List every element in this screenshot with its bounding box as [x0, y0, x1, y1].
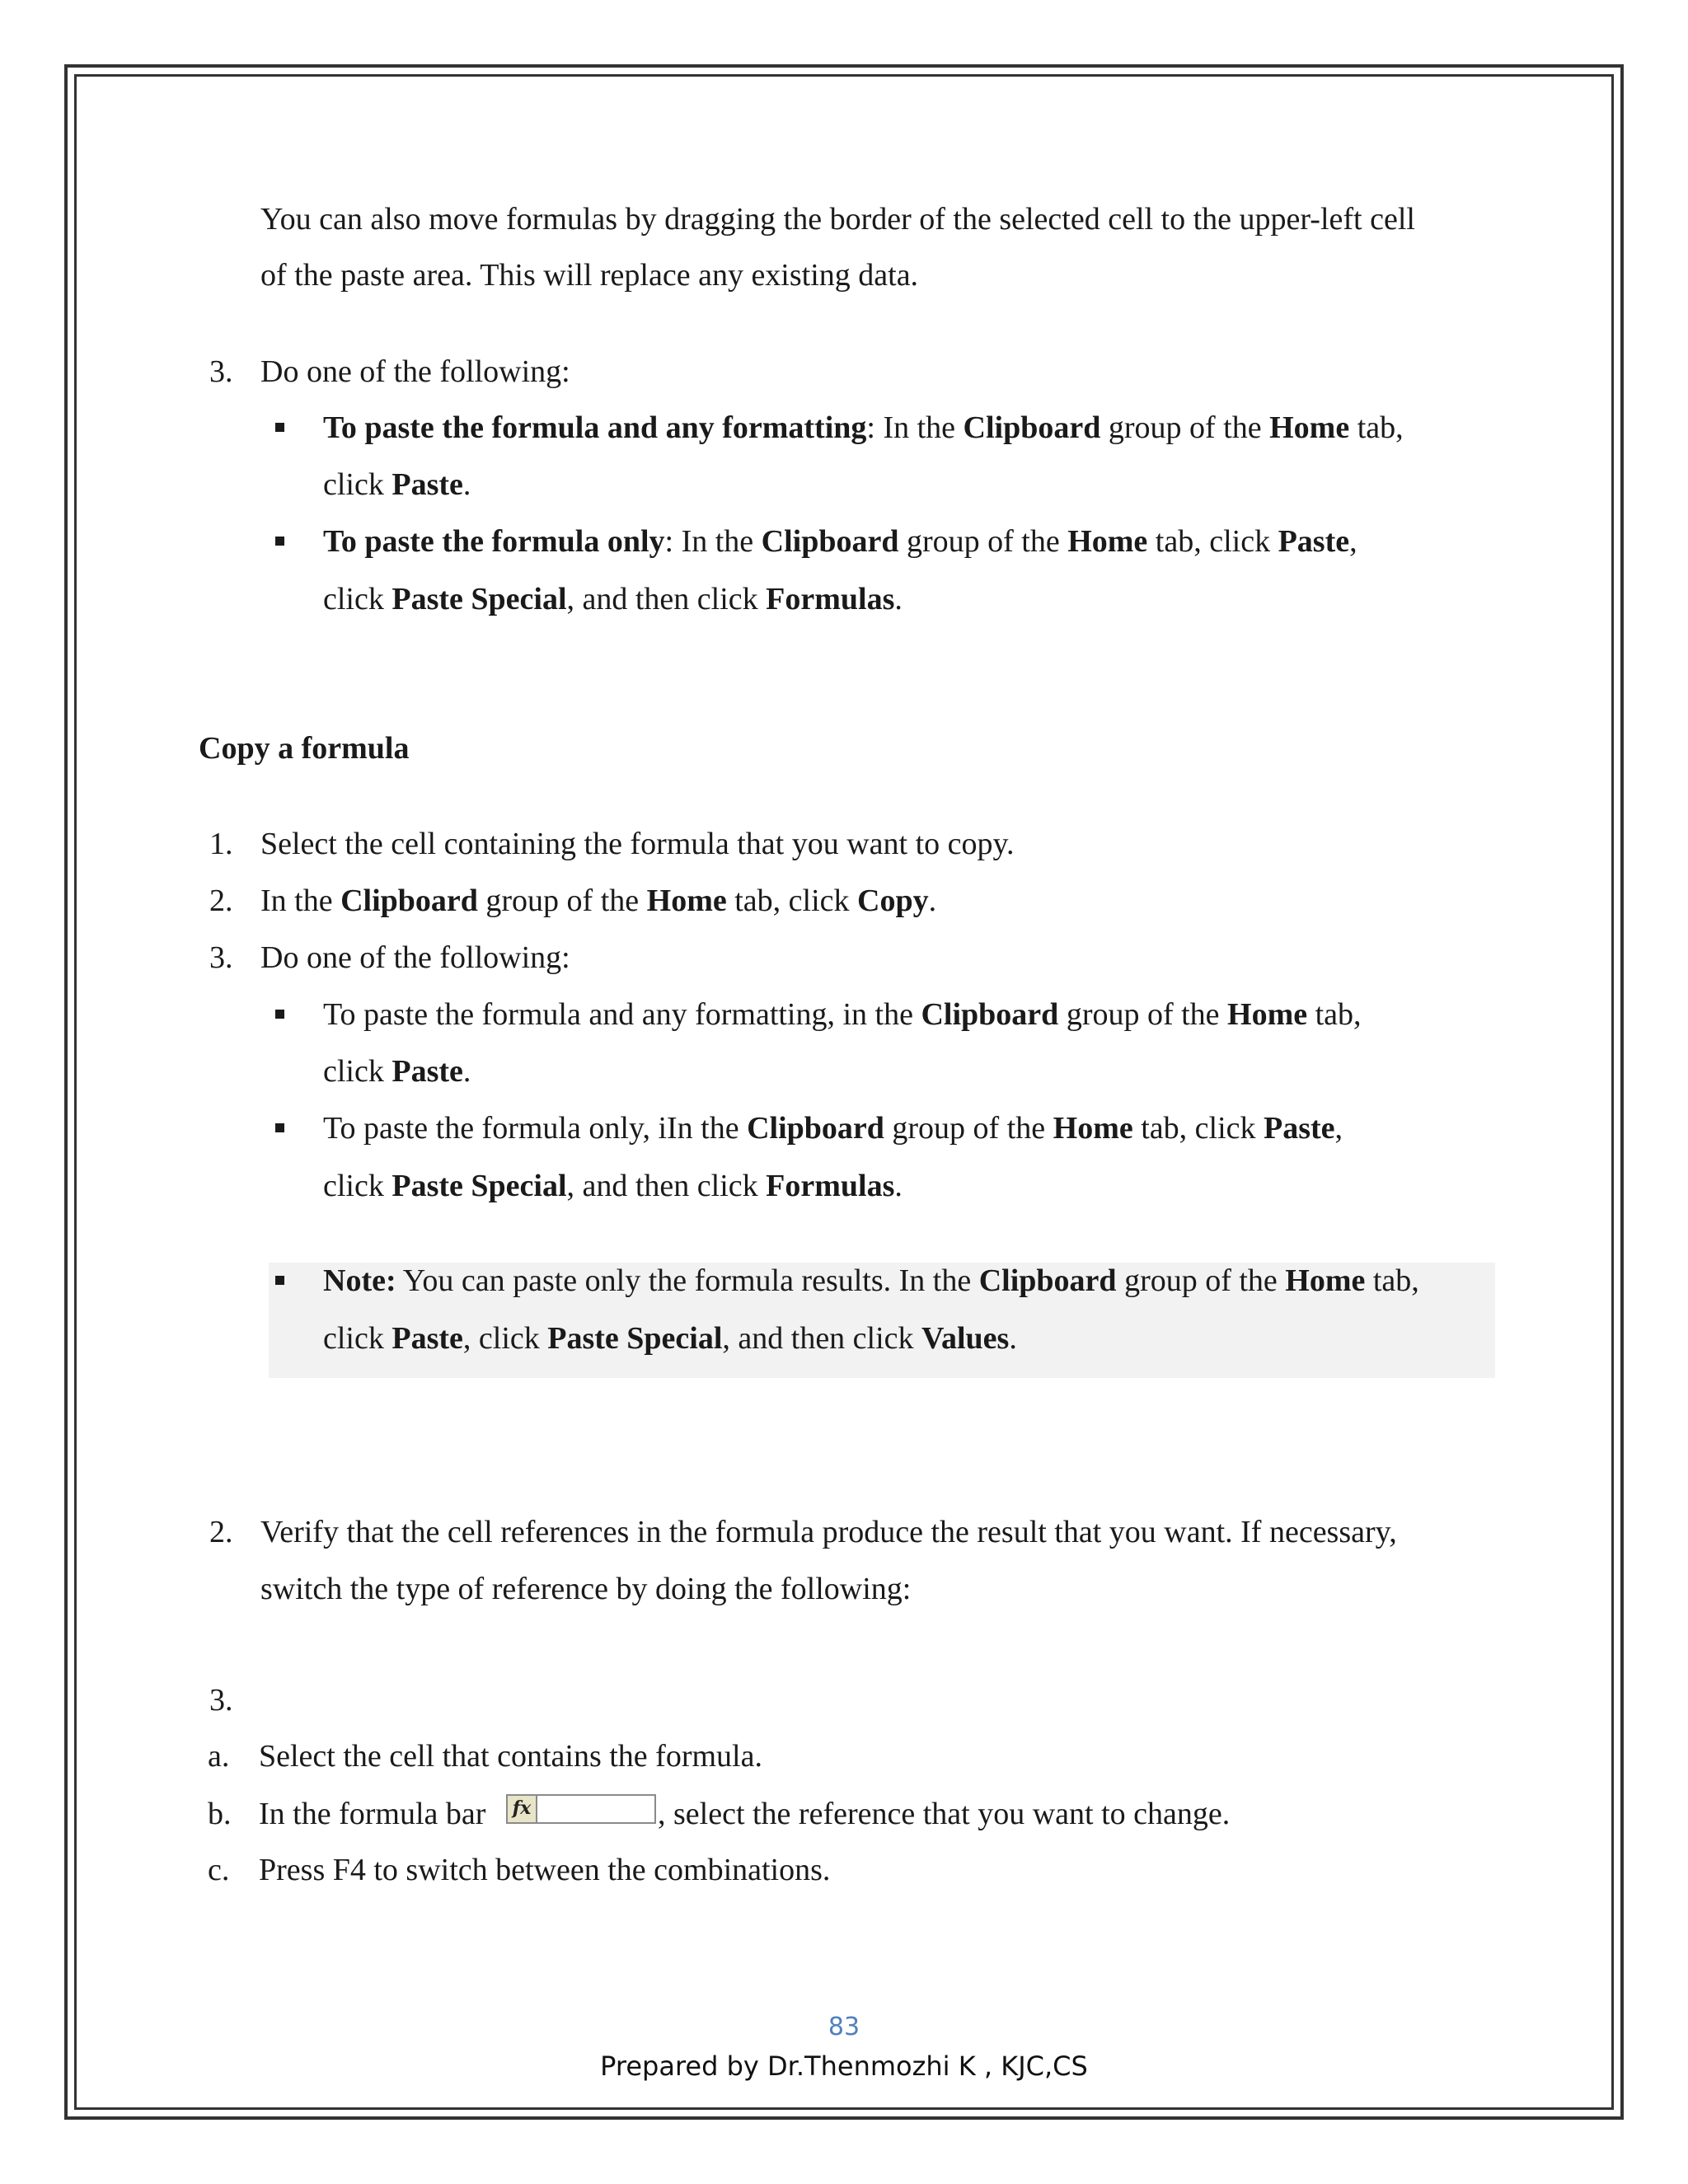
bullet-icon	[275, 537, 284, 546]
copy-step2-text: In the Clipboard group of the Home tab, click Copy.	[260, 883, 937, 918]
copy-step1-text: Select the cell containing the formula that you want to copy.	[260, 827, 1015, 861]
copy-option1-line-2: click Paste.	[323, 1054, 471, 1089]
substep-b-marker: b.	[208, 1797, 232, 1831]
copy-option2-line-1: To paste the formula only, iIn the Clipboard group of the Home tab, click Paste,	[323, 1111, 1343, 1146]
section-heading: Copy a formula	[199, 731, 410, 766]
move-option2-line-2: click Paste Special, and then click Formulas.	[323, 582, 903, 616]
bullet-icon	[275, 423, 284, 432]
copy-option2-line-2: click Paste Special, and then click Formulas.	[323, 1169, 903, 1203]
note-line-1: Note: You can paste only the formula results. In the Clipboard group of the Home tab,	[323, 1263, 1419, 1298]
note-line-2: click Paste, click Paste Special, and then click Values.	[323, 1321, 1017, 1356]
intro-line-1: You can also move formulas by dragging the border of the selected cell to the upper-left cell	[260, 202, 1415, 237]
empty-step-number: 3.	[209, 1683, 233, 1718]
substep-a-marker: a.	[208, 1739, 230, 1774]
move-option2-line-1: To paste the formula only: In the Clipboard group of the Home tab, click Paste,	[323, 524, 1357, 559]
move-step3-number: 3.	[209, 354, 233, 389]
substep-c-text: Press F4 to switch between the combinations.	[259, 1853, 831, 1887]
copy-step2-number: 2.	[209, 883, 233, 918]
move-option1-line-2: click Paste.	[323, 467, 471, 502]
verify-line-2: switch the type of reference by doing the following:	[260, 1572, 912, 1606]
fx-icon: fx	[508, 1796, 537, 1822]
copy-option1-line-1: To paste the formula and any formatting, in the Clipboard group of the Home tab,	[323, 997, 1362, 1032]
bullet-icon	[275, 1276, 284, 1285]
page-number: 83	[828, 2013, 860, 2041]
copy-step1-number: 1.	[209, 827, 233, 861]
copy-step3-text: Do one of the following:	[260, 940, 570, 975]
bullet-icon	[275, 1123, 284, 1132]
substep-a-text: Select the cell that contains the formula.	[259, 1739, 762, 1774]
substep-b-pre: In the formula bar	[259, 1797, 486, 1831]
substep-b-post: , select the reference that you want to change.	[658, 1797, 1231, 1831]
move-step3-text: Do one of the following:	[260, 354, 570, 389]
move-option1-lead: To paste the formula and any formatting	[323, 410, 867, 445]
footer-credit: Prepared by Dr.Thenmozhi K , KJC,CS	[600, 2050, 1088, 2082]
bullet-icon	[275, 1010, 284, 1019]
note-label: Note:	[323, 1263, 396, 1298]
formula-bar-image	[506, 1794, 656, 1824]
copy-step3-number: 3.	[209, 940, 233, 975]
move-option1-line-1: To paste the formula and any formatting: In the Clipboard group of the Home tab,	[323, 410, 1404, 445]
substep-c-marker: c.	[208, 1853, 230, 1887]
intro-line-2: of the paste area. This will replace any existing data.	[260, 258, 919, 293]
verify-line-1: Verify that the cell references in the formula produce the result that you want. If necessary,	[260, 1515, 1397, 1549]
verify-step-number: 2.	[209, 1515, 233, 1549]
move-option2-lead: To paste the formula only	[323, 524, 665, 559]
